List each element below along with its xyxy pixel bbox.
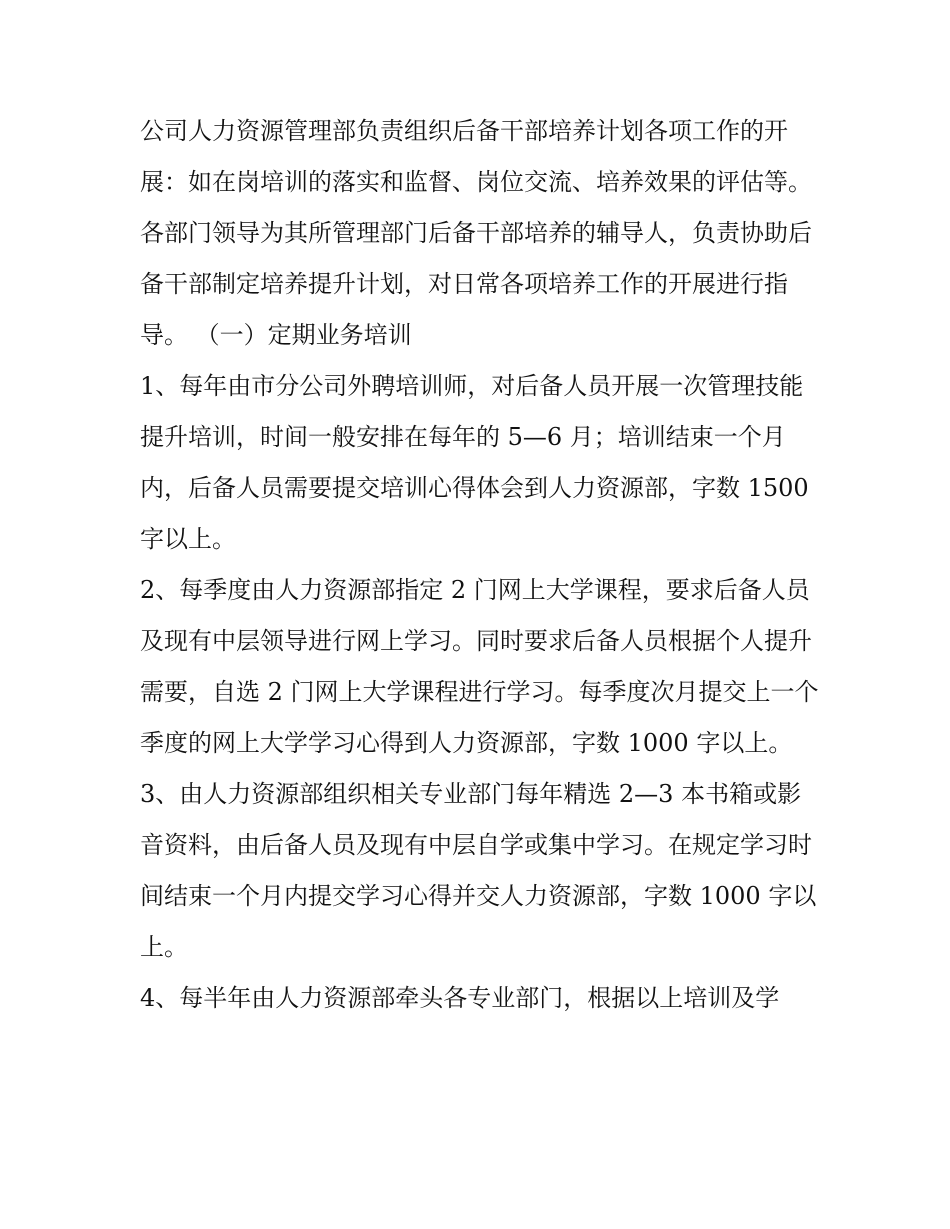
- paragraph-item-2: 2、每季度由人力资源部指定 2 门网上大学课程，要求后备人员及现有中层领导进行网上学习。同时要求后备人员根据个人提升需要，自选 2 门网上大学课程进行学习。每季度次月提交上一个季度的网上大学学习心得到人力资源部，字数 1000 字以上。: [140, 576, 819, 757]
- paragraph-item-4: 4、每半年由人力资源部牵头各专业部门，根据以上培训及学: [140, 984, 780, 1012]
- paragraph-item-3: 3、由人力资源部组织相关专业部门每年精选 2—3 本书箱或影音资料，由后备人员及现有中层自学或集中学习。在规定学习时间结束一个月内提交学习心得并交人力资源部，字数 1000 字以上。: [140, 780, 817, 961]
- paragraph-department-leaders: 各部门领导为其所管理部门后备干部培养的辅导人，负责协助后备干部制定培养提升计划，对日常各项培养工作的开展进行指导。 （一）定期业务培训: [140, 219, 812, 349]
- document-body: [140, 106, 820, 1024]
- paragraph-item-1: 1、每年由市分公司外聘培训师，对后备人员开展一次管理技能提升培训，时间一般安排在每年的 5—6 月；培训结束一个月内，后备人员需要提交培训心得体会到人力资源部，字数 1500 字以上。: [140, 372, 809, 553]
- paragraph-hr-responsibility: 公司人力资源管理部负责组织后备干部培养计划各项工作的开展：如在岗培训的落实和监督、岗位交流、培养效果的评估等。: [140, 117, 812, 196]
